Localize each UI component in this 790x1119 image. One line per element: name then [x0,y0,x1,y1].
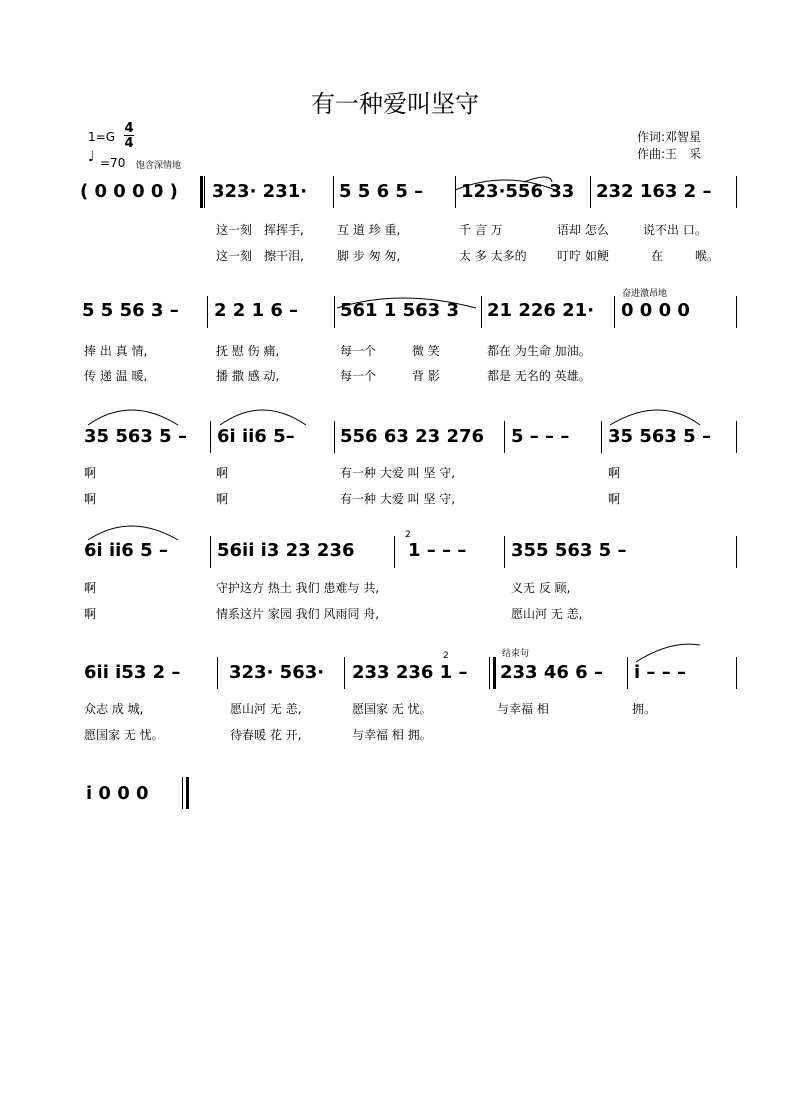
lyric-syllable: 互 道 珍 重, [337,223,401,237]
lyric-syllable: 啊 [608,466,621,480]
lyric-syllable: 义无 反 顾, [511,581,571,595]
expression-marking: 饱含深情地 [136,161,182,171]
score-measure: 123·556 33 [461,181,575,202]
lyric-syllable: 抚 慰 伤 痛, [216,344,280,358]
score-measure: 1 – – – [408,540,467,561]
lyric-syllable: 啊 [84,581,97,595]
score-measure: 5 5 6 5 – [339,181,424,202]
lyricist-credit: 作词:邓智星 [637,130,702,144]
score-measure: 35 563 5 – [84,426,187,447]
lyric-syllable: 都是 无名的 英雄。 [487,369,591,383]
time-signature-top: 4 [124,121,134,136]
score-measure: 233 236 1 – [352,662,468,683]
tie [524,177,552,182]
slur [88,526,178,540]
lyric-syllable: 愿山河 无 恙, [511,607,583,621]
score-measure: 561 1 563 3 [340,300,459,321]
score-measure: 35 563 5 – [608,426,711,447]
composer-credit: 作曲:王 采 [637,147,702,161]
lyric-syllable: 有一种 大爱 叫 坚 守, [340,492,456,506]
quarter-note-icon: ♩ [88,149,95,165]
lyric-syllable: 传 递 温 暖, [84,369,148,383]
lyric-syllable: 啊 [84,492,97,506]
score-measure: i 0 0 0 [86,783,149,804]
volta-marking: 2 [443,651,449,661]
slur [337,298,476,308]
score-measure: 556 63 23 276 [340,426,485,447]
lyric-syllable: 愿山河 无 恙, [230,702,302,716]
lyric-syllable: 在 [651,249,664,263]
lyric-syllable: 有一种 大爱 叫 坚 守, [340,466,456,480]
lyric-syllable: 与幸福 相 拥。 [352,728,432,742]
lyric-syllable: 叮咛 如鲠 [557,249,609,263]
tempo-marking: =70 [100,156,126,170]
lyric-syllable: 语却 怎么 [557,223,609,237]
lyric-syllable: 脚 步 匆 匆, [337,249,401,263]
lyric-syllable: 啊 [84,607,97,621]
lyric-syllable: 这一刻 [216,249,253,263]
song-title: 有一种爱叫坚守 [311,90,479,118]
lyric-syllable: 愿国家 无 忧。 [84,728,164,742]
lyric-syllable: 都在 为生命 加油。 [487,344,591,358]
volta-marking: 2 [405,530,411,540]
lyric-syllable: 啊 [84,466,97,480]
lyric-syllable: 啊 [608,492,621,506]
lyric-syllable: 太 多 太多的 [459,249,527,263]
score-measure: 232 163 2 – [596,181,712,202]
score-measure: 355 563 5 – [511,540,627,561]
slur [88,410,178,425]
key-signature: 1=G [88,130,115,144]
score-measure: ( 0 0 0 0 ) [80,181,178,202]
score-measure: 6ii i53 2 – [84,662,181,683]
score-measure: 323· 231· [212,181,308,202]
lyric-syllable: 千 言 万 [459,223,503,237]
lyric-syllable: 守护这方 热土 我们 患难与 共, [216,581,380,595]
slur [610,410,700,425]
slur [636,644,700,662]
lyric-syllable: 啊 [216,492,229,506]
score-measure: 56ii i3 23 236 [217,540,355,561]
lyric-syllable: 微 笑 [412,344,440,358]
lyric-syllable: 情系这片 家园 我们 风雨同 舟, [216,607,380,621]
time-signature-bottom: 4 [124,136,134,151]
lyric-syllable: 众志 成 城, [84,702,144,716]
score-measure: 233 46 6 – [500,662,603,683]
lyric-syllable: 挥挥手, [264,223,304,237]
slur [220,410,306,425]
expression-marking: 奋进激昂地 [622,289,668,299]
lyric-syllable: 播 撒 感 动, [216,369,280,383]
slur [455,180,555,190]
lyric-syllable: 与幸福 相 [497,702,549,716]
score-measure: 6i ii6 5 – [84,540,168,561]
score-measure: 2 2 1 6 – [214,300,299,321]
score-measure: 5 – – – [511,426,570,447]
expression-marking: 结束句 [502,649,530,659]
lyric-syllable: 每一个 [340,369,377,383]
lyric-syllable: 说不出 口。 [643,223,707,237]
lyric-syllable: 喉。 [695,249,720,263]
score-measure: 323· 563· [229,662,325,683]
lyric-syllable: 拥。 [632,702,657,716]
lyric-syllable: 背 影 [412,369,440,383]
lyric-syllable: 擦干泪, [264,249,304,263]
lyric-syllable: 捧 出 真 情, [84,344,148,358]
score-measure: 6i ii6 5– [217,426,295,447]
lyric-syllable: 待春暖 花 开, [230,728,302,742]
score-measure: 5 5 56 3 – [82,300,179,321]
score-measure: 0 0 0 0 [621,300,690,321]
lyric-syllable: 啊 [216,466,229,480]
lyric-syllable: 每一个 [340,344,377,358]
score-measure: 21 226 21· [487,300,595,321]
lyric-syllable: 这一刻 [216,223,253,237]
lyric-syllable: 愿国家 无 忧。 [352,702,432,716]
score-measure: i – – – [634,662,686,683]
